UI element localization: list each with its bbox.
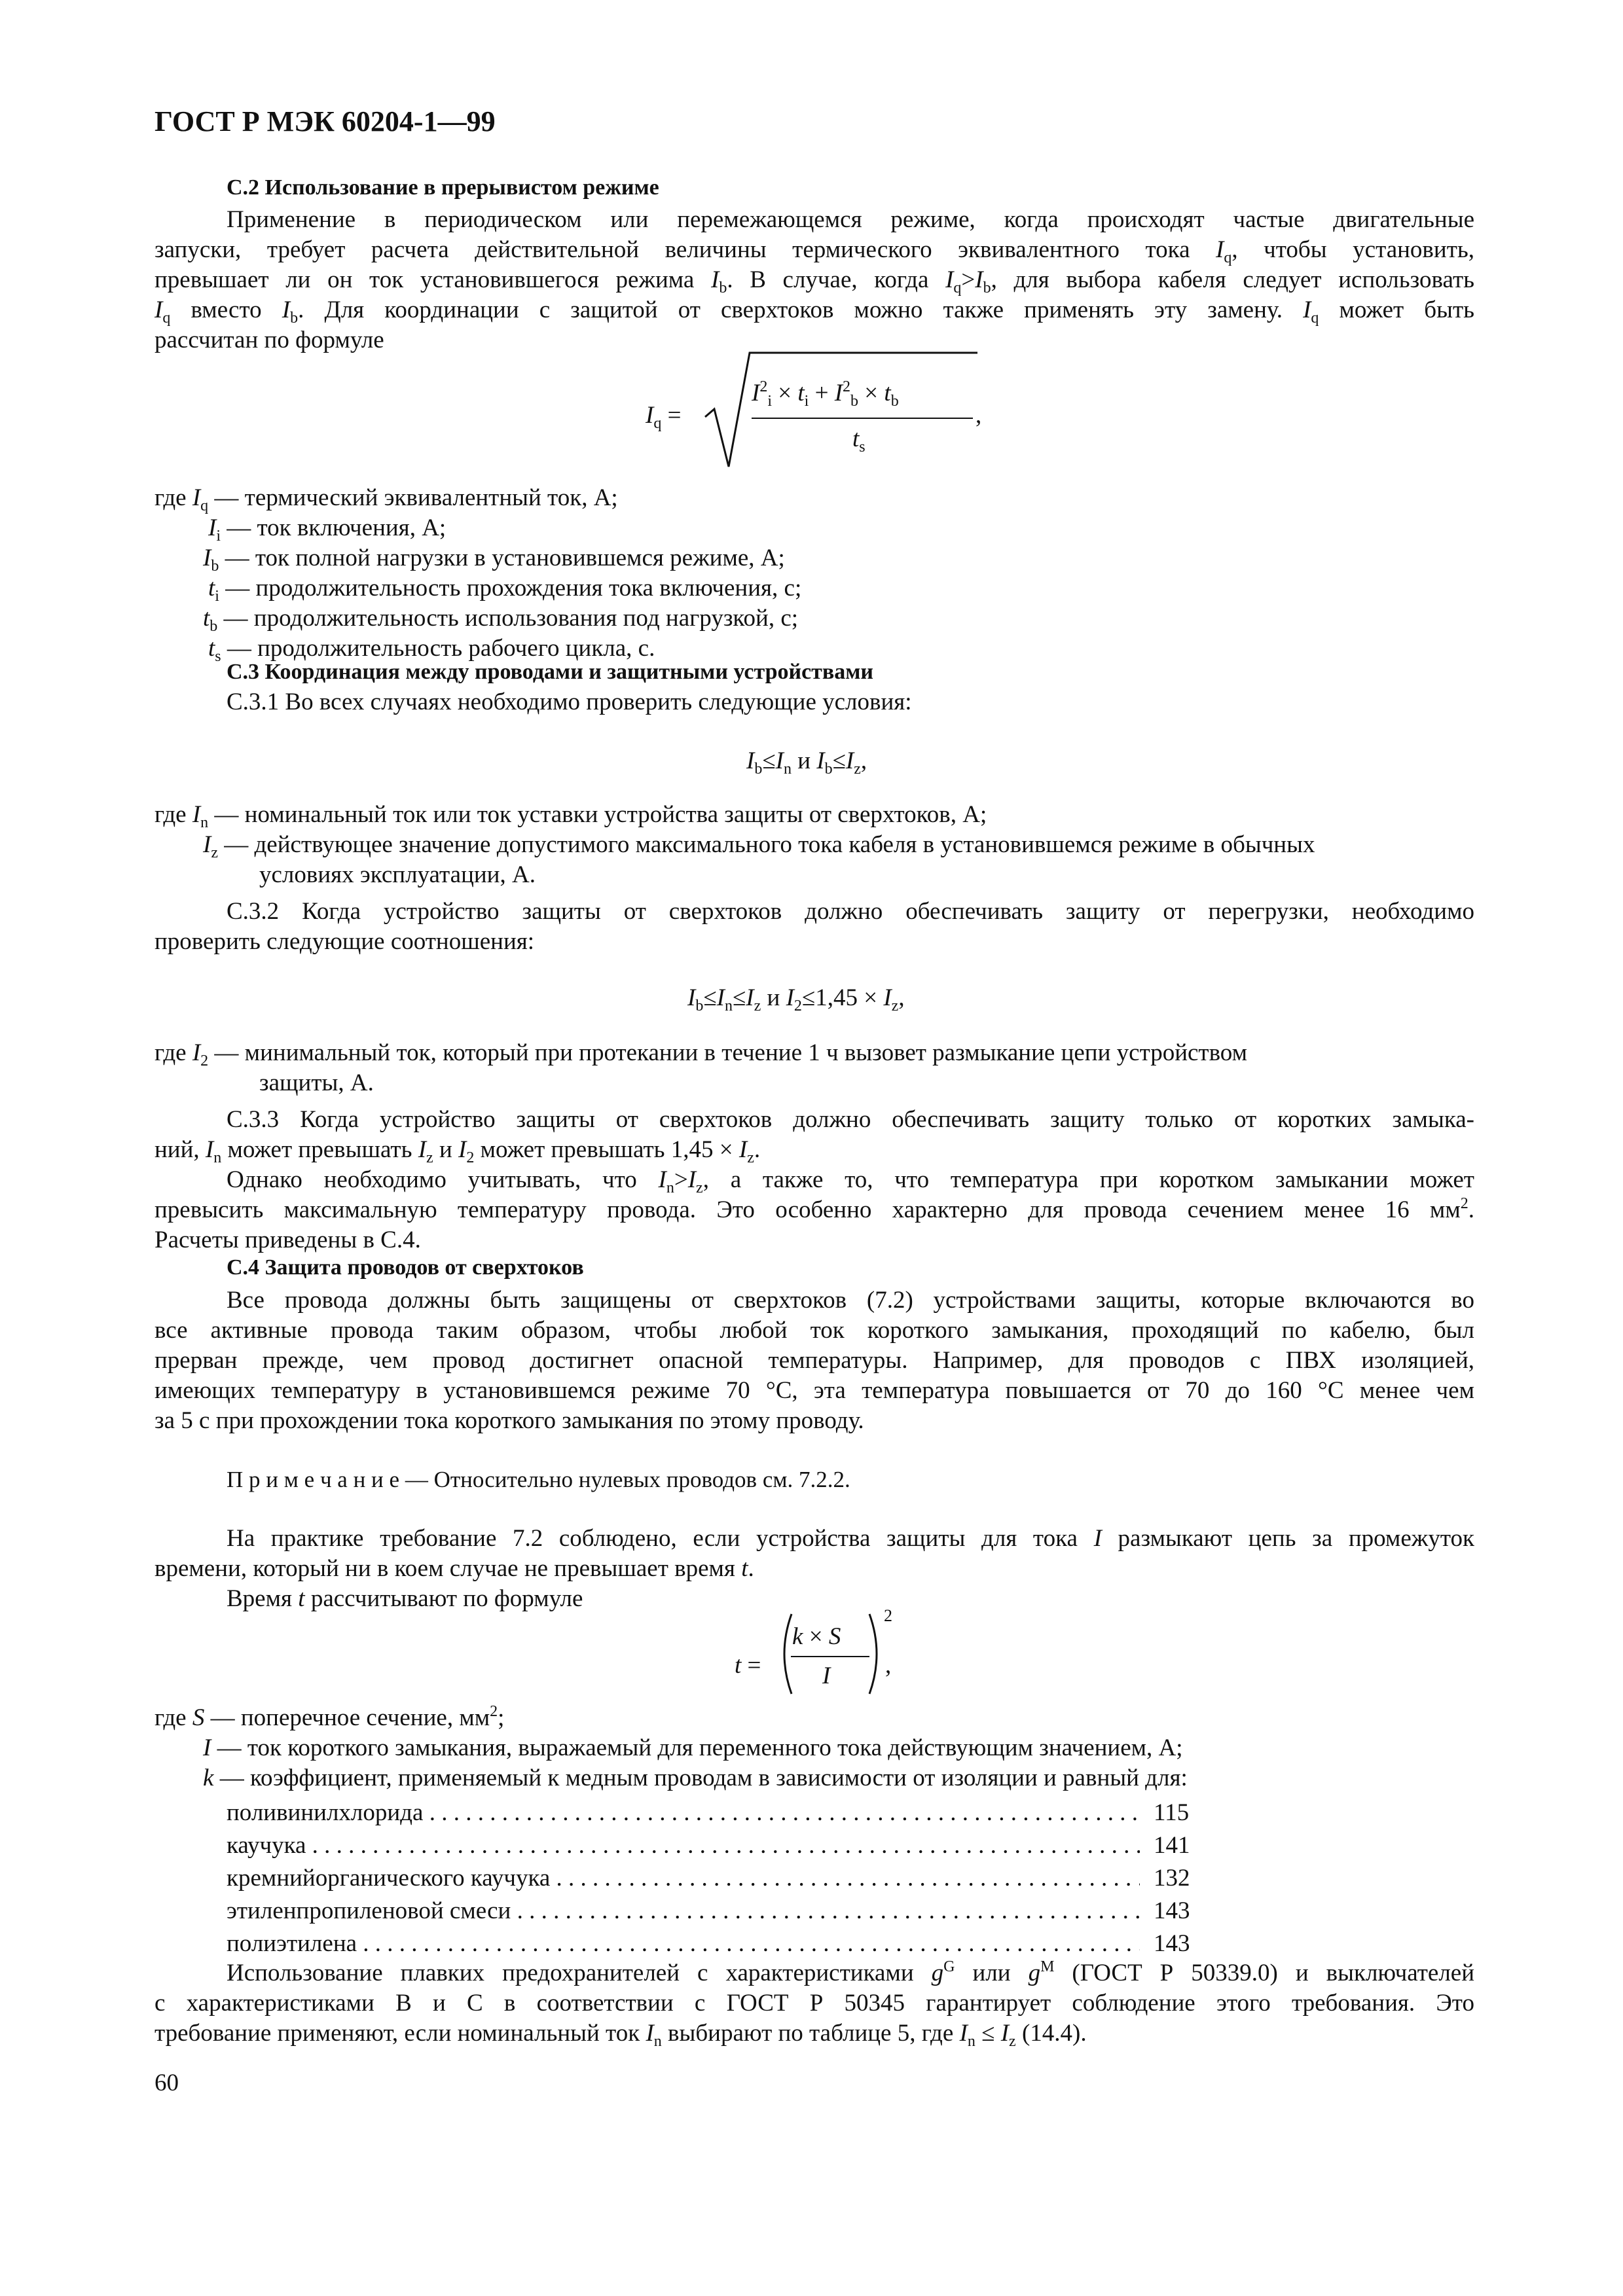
c33-note-line: Расчеты приведены в С.4. [155, 1227, 421, 1253]
c4-paragraph-line: за 5 с при прохождении тока короткого замыкания по этому проводу. [155, 1407, 864, 1434]
legend-ib: $I_b$ — ток полной нагрузки в установившемся режиме, А; [203, 545, 785, 575]
c2-paragraph-line: рассчитан по формуле [155, 327, 384, 353]
condition-2: $I_b\le I_n\le I_z$ и $I_2\le 1,45 \times I_z$, [687, 984, 905, 1014]
legend-ts: $t_s$ — продолжительность рабочего цикла, с. [208, 635, 655, 665]
fuse-paragraph-line: требование применяют, если номинальный ток $I_n$ выбирают по таблице 5, где $I_n \le I_z$ (14.4). [155, 2020, 1087, 2050]
page-number: 60 [155, 2070, 179, 2096]
right-parenthesis [866, 1611, 885, 1696]
legend-ii: $I_i$ — ток включения, А; [208, 514, 447, 545]
formula-iq-fraction-bar [752, 418, 973, 419]
legend-iq: где $I_q$ — термический эквивалентный ток, А; [155, 484, 618, 514]
note: П р и м е ч а н и е — Относительно нулевых проводов см. 7.2.2. [227, 1467, 850, 1492]
c33-text: ний, $I_n$ может превышать $I_z$ и $I_2$ может превышать $1,45 \times I_z$. [155, 1136, 761, 1166]
document-code: ГОСТ Р МЭК 60204-1—99 [155, 105, 496, 137]
list-item-value: 143 [1154, 1930, 1190, 1957]
list-item-value: 141 [1154, 1832, 1190, 1859]
c4-paragraph-line: прерван прежде, чем провод достигнет опасной температуры. Например, для проводов с ПВХ изоляцией, [155, 1347, 1474, 1374]
formula-iq-comma: , [976, 402, 982, 429]
list-item: этиленпропиленовой смеси . . . [227, 1897, 1140, 1925]
time-formula-intro: Время t рассчитывают по формуле [227, 1585, 583, 1612]
list-item: полиэтилена . . . [227, 1929, 1140, 1958]
c4-paragraph-line: все активные провода таким образом, чтобы любой ток короткого замыкания, проходящий по кабелю, был [155, 1317, 1474, 1344]
list-item-value: 132 [1154, 1865, 1190, 1892]
c2-paragraph-line: $I_q$ вместо $I_b$. Для координации с защитой от сверхтоков можно также применять эту замену. $I_q$ может быть [155, 296, 1475, 327]
legend-i: I — ток короткого замыкания, выражаемый для переменного тока действующим значением, А; [203, 1734, 1183, 1761]
formula-t-denominator: I [822, 1662, 831, 1689]
formula-t-fraction-bar [791, 1656, 869, 1657]
practice-line: времени, который ни в коем случае не превышает время t. [155, 1555, 754, 1582]
legend-i2-cont: защиты, А. [259, 1069, 374, 1096]
list-item: каучука . . . [227, 1831, 1140, 1859]
list-item: кремнийорганического каучука . . . [227, 1864, 1140, 1892]
legend-k: k — коэффициент, применяемый к медным проводам в зависимости от изоляции и равный для: [203, 1765, 1188, 1791]
practice-line: На практике требование 7.2 соблюдено, если устройства защиты для тока I размыкают цепь за промежуток [227, 1525, 1474, 1552]
section-c2-title: С.2 Использование в прерывистом режиме [227, 175, 659, 200]
formula-t-lhs: t = [735, 1652, 761, 1679]
list-item-value: 115 [1154, 1799, 1190, 1826]
section-c3-title: С.3 Координация между проводами и защитными устройствами [227, 660, 873, 684]
square-root-sign [704, 344, 982, 475]
legend-in: где $I_n$ — номинальный ток или ток уставки устройства защиты от сверхтоков, А; [155, 801, 987, 831]
c32-text: проверить следующие соотношения: [155, 928, 535, 955]
legend-ti: $t_i$ — продолжительность прохождения тока включения, с; [208, 575, 802, 605]
c33-text: С.3.3 Когда устройство защиты от сверхтоков должно обеспечивать защиту только от коротких замыка- [227, 1106, 1474, 1133]
formula-iq-numerator: $I^2_i \times t_i + I^2_b \times t_b$ [752, 378, 899, 410]
condition-1: $I_b\le I_n$ и $I_b\le I_z$, [746, 747, 867, 778]
fuse-paragraph-line: с характеристиками В и С в соответствии с ГОСТ Р 50345 гарантирует соблюдение этого требования. Это [155, 1990, 1474, 2017]
section-c4-title: С.4 Защита проводов от сверхтоков [227, 1255, 584, 1280]
c2-paragraph-line: запуски, требует расчета действительной величины термического эквивалентного тока $I_q$, чтобы установить, [155, 236, 1474, 266]
legend-s: где S — поперечное сечение, $мм^2$; [155, 1703, 505, 1731]
list-item-value: 143 [1154, 1897, 1190, 1924]
legend-iz: $I_z$ — действующее значение допустимого максимального тока кабеля в установившемся режиме в обычных [203, 831, 1315, 861]
formula-iq-lhs: $I_q$ = [646, 402, 682, 432]
c32-text: С.3.2 Когда устройство защиты от сверхтоков должно обеспечивать защиту от перегрузки, необходимо [227, 898, 1474, 925]
formula-t-exponent: 2 [884, 1606, 892, 1625]
formula-t-numerator: k × S [792, 1623, 841, 1650]
legend-iz-cont: условиях эксплуатации, А. [259, 861, 536, 888]
c4-paragraph-line: имеющих температуру в установившемся режиме 70 °С, эта температура повышается от 70 до 160 °С менее чем [155, 1377, 1474, 1404]
c4-paragraph-line: Все провода должны быть защищены от сверхтоков (7.2) устройствами защиты, которые включаются во [227, 1287, 1474, 1314]
c2-paragraph-line: превышает ли он ток установившегося режима $I_b$. В случае, когда $I_q>I_b$, для выбора кабеля следует использовать [155, 266, 1474, 296]
c33-note-line: Однако необходимо учитывать, что $I_n>I_z$, а также то, что температура при коротком замыкании может [227, 1166, 1474, 1196]
list-item: поливинилхлорида . . . [227, 1799, 1140, 1827]
c33-note-line: превысить максимальную температуру провода. Это особенно характерно для провода сечением менее 16 $мм^2$. [155, 1195, 1474, 1223]
formula-iq-denominator: $t_s$ [852, 425, 866, 456]
legend-tb: $t_b$ — продолжительность использования под нагрузкой, с; [203, 605, 799, 635]
legend-i2: где $I_2$ — минимальный ток, который при протекании в течение 1 ч вызовет размыкание цепи устройством [155, 1039, 1248, 1069]
c31-text: С.3.1 Во всех случаях необходимо проверить следующие условия: [227, 689, 912, 715]
fuse-paragraph-line: Использование плавких предохранителей с характеристиками $g^G$ или $g^M$ (ГОСТ Р 50339.0) и выключателей [227, 1958, 1475, 1986]
c2-paragraph-line: Применение в периодическом или перемежающемся режиме, когда происходят частые двигательные [227, 206, 1474, 233]
formula-t-comma: , [885, 1652, 892, 1679]
